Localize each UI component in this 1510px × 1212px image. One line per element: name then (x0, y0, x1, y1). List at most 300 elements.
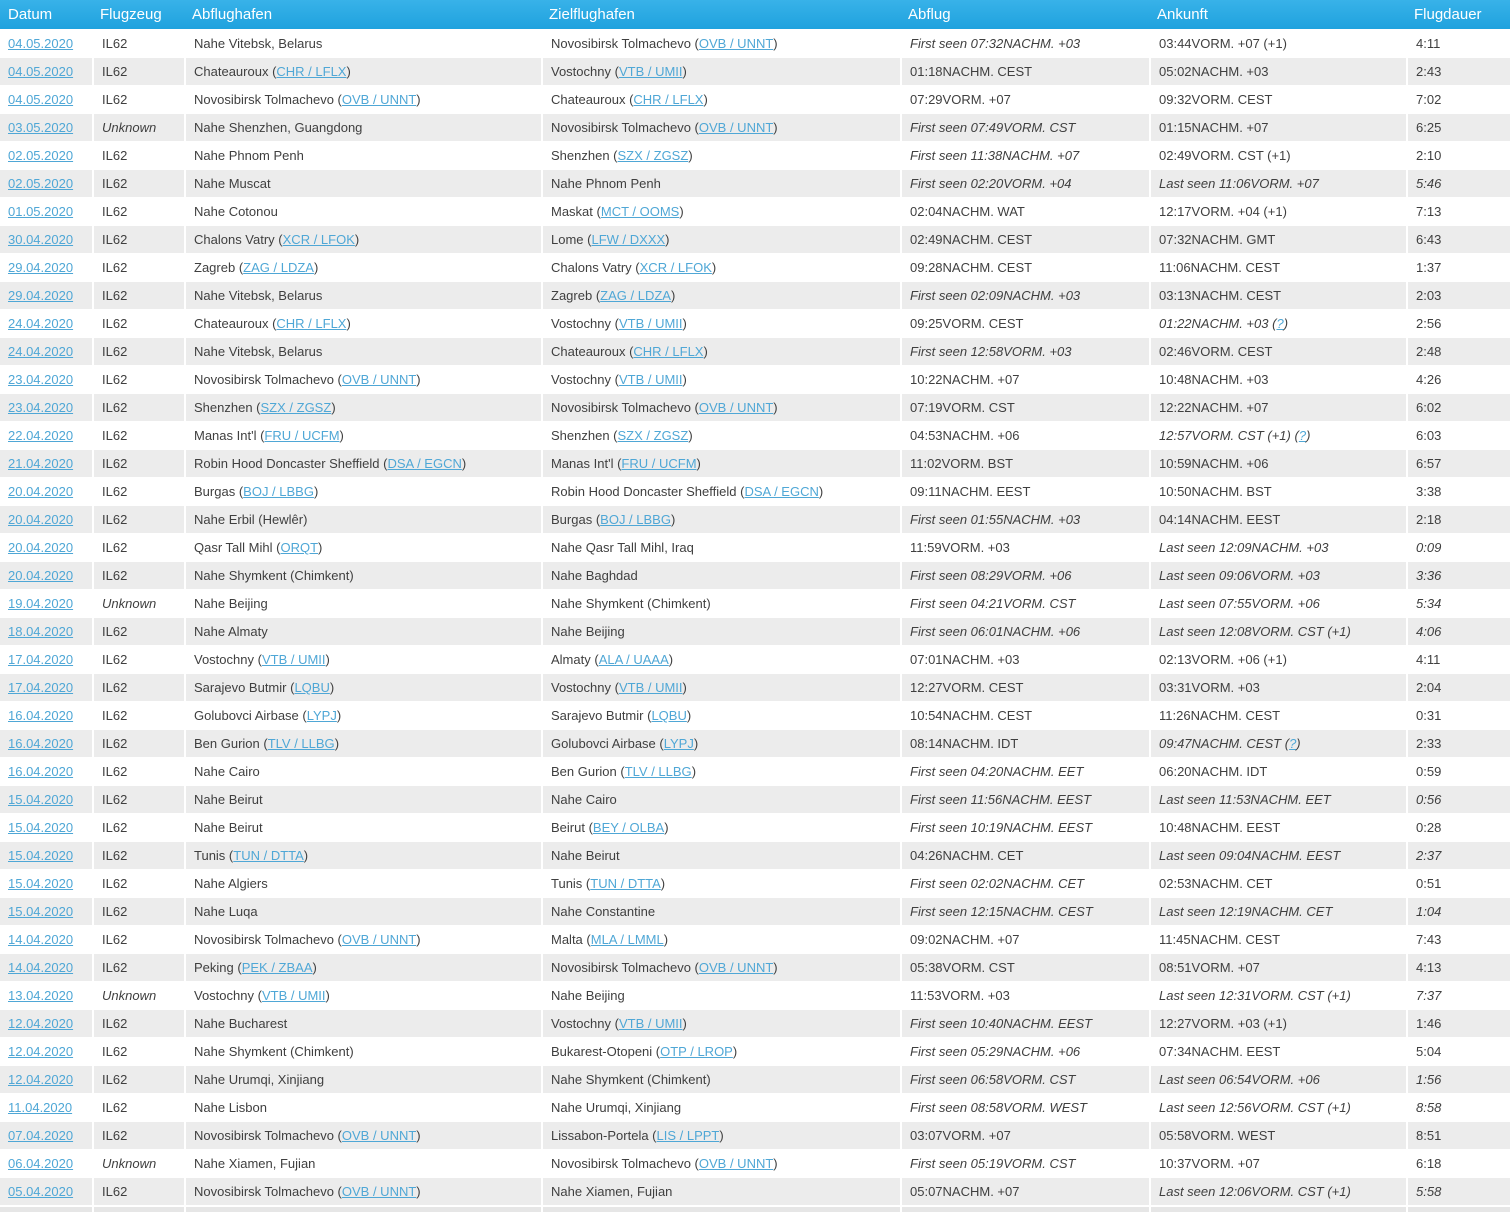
departure-airport: Nahe Erbil (Hewlêr) (194, 512, 308, 527)
airport-code-link[interactable]: PEK / ZBAA (241, 960, 313, 975)
table-row (0, 841, 1510, 869)
date-cell (0, 85, 92, 113)
flight-duration: 6:18 (1416, 1156, 1442, 1171)
flight-duration-cell (1406, 225, 1510, 253)
departure-time-cell (900, 645, 1149, 673)
flight-duration-cell (1406, 1009, 1510, 1037)
arrival-airport-cell: Golubovci Airbase (LYPJ) (541, 729, 900, 757)
departure-time-cell (900, 477, 1149, 505)
flight-duration-cell (1406, 337, 1510, 365)
arrival-airport-cell: Chalons Vatry (XCR / LFOK) (541, 253, 900, 281)
departure-time-cell (900, 393, 1149, 421)
departure-time-cell (900, 869, 1149, 897)
arrival-time-cell (1149, 925, 1406, 953)
departure-airport-cell: Qasr Tall Mihl (ORQT) (184, 533, 541, 561)
aircraft-type: IL62 (92, 253, 184, 281)
flight-duration: 6:02 (1416, 400, 1442, 415)
table-row (0, 897, 1510, 925)
estimate-question-link[interactable]: ? (1276, 316, 1284, 331)
departure-airport: Chateauroux (194, 316, 269, 331)
airport-code-link[interactable]: SZX / ZGSZ (617, 148, 689, 163)
aircraft-type: IL62 (92, 309, 184, 337)
flight-duration-cell (1406, 29, 1510, 57)
arrival-time: Last seen 12:31VORM. CST (+1) (1159, 988, 1351, 1003)
aircraft-type: IL62 (92, 57, 184, 85)
table-row (0, 141, 1510, 169)
date-cell (0, 1037, 92, 1065)
arrival-airport: Shenzhen (551, 148, 610, 163)
date-link[interactable]: 24.04.2020 (8, 316, 74, 331)
date-cell (0, 365, 92, 393)
aircraft-type: IL62 (92, 757, 184, 785)
date-cell (0, 113, 92, 141)
table-row (0, 561, 1510, 589)
date-link[interactable]: 04.05.2020 (8, 92, 74, 107)
departure-time: First seen 02:02NACHM. CET (910, 876, 1085, 891)
airport-code-link[interactable]: OVB / UNNT (698, 36, 774, 51)
date-link[interactable]: 03.05.2020 (8, 120, 74, 135)
airport-code-link[interactable]: OVB / UNNT (341, 372, 417, 387)
departure-airport: Nahe Beirut (194, 792, 263, 807)
departure-airport: Nahe Lisbon (194, 1100, 267, 1115)
flight-duration: 0:51 (1416, 876, 1442, 891)
date-link[interactable]: 15.04.2020 (8, 820, 74, 835)
table-row (0, 1121, 1510, 1149)
arrival-time-cell (1149, 1065, 1406, 1093)
arrival-airport-cell: Lome (LFW / DXXX) (541, 225, 900, 253)
arrival-time-cell (1149, 197, 1406, 225)
arrival-airport: Shenzhen (551, 428, 610, 443)
airport-code-link[interactable]: OVB / UNNT (341, 932, 417, 947)
airport-code-link[interactable]: VTB / UMII (618, 1016, 683, 1031)
date-link[interactable]: 04.05.2020 (8, 36, 74, 51)
departure-airport-cell (184, 869, 541, 897)
airport-code-link[interactable]: OVB / UNNT (698, 120, 774, 135)
date-cell (0, 729, 92, 757)
date-cell (0, 589, 92, 617)
departure-airport: Shenzhen (194, 400, 253, 415)
arrival-time: 02:46VORM. CEST (1159, 344, 1273, 359)
departure-time-cell (900, 1009, 1149, 1037)
date-link[interactable]: 15.04.2020 (8, 848, 74, 863)
flight-duration-cell (1406, 757, 1510, 785)
airport-code-link[interactable]: VTB / UMII (618, 64, 683, 79)
departure-airport: Nahe Beirut (194, 820, 263, 835)
date-link[interactable]: 29.04.2020 (8, 288, 74, 303)
arrival-airport-cell (541, 617, 900, 645)
flight-duration-cell (1406, 561, 1510, 589)
arrival-airport-cell: Novosibirsk Tolmachevo (OVB / UNNT) (541, 113, 900, 141)
flight-duration: 2:48 (1416, 344, 1442, 359)
airport-code-link[interactable]: ALA / UAAA (598, 652, 669, 667)
flight-duration: 7:37 (1416, 988, 1442, 1003)
departure-time-cell (900, 449, 1149, 477)
flight-duration: 4:13 (1416, 960, 1442, 975)
airport-code-link[interactable]: DSA / EGCN (744, 484, 819, 499)
airport-code-link[interactable]: FRU / UCFM (621, 456, 697, 471)
airport-code-link[interactable]: BOJ / LBBG (600, 512, 671, 527)
arrival-airport: Golubovci Airbase (551, 736, 656, 751)
airport-code-link[interactable]: SZX / ZGSZ (260, 400, 332, 415)
estimate-question-link[interactable]: ? (1298, 428, 1307, 443)
departure-airport: Nahe Shymkent (Chimkent) (194, 1044, 354, 1059)
arrival-time: Last seen 11:53NACHM. EET (1159, 792, 1331, 807)
arrival-airport-cell (541, 533, 900, 561)
table-row (0, 729, 1510, 757)
table-row (0, 981, 1510, 1009)
arrival-time: Last seen 07:55VORM. +06 (1159, 596, 1320, 611)
table-row (0, 757, 1510, 785)
departure-time-cell (900, 225, 1149, 253)
departure-airport: Ben Gurion (194, 736, 260, 751)
flight-duration: 4:26 (1416, 372, 1442, 387)
column-header-abflughafen: Abflughafen (184, 0, 541, 29)
date-cell (0, 253, 92, 281)
airport-code-link[interactable]: OVB / UNNT (698, 960, 774, 975)
departure-airport: Vostochny (194, 652, 254, 667)
aircraft-type: IL62 (92, 729, 184, 757)
flight-duration-cell (1406, 981, 1510, 1009)
departure-airport-cell: Novosibirsk Tolmachevo (OVB / UNNT) (184, 1177, 541, 1205)
arrival-airport-cell (541, 589, 900, 617)
date-link[interactable]: 20.04.2020 (8, 540, 74, 555)
aircraft-type: IL62 (92, 29, 184, 57)
date-link[interactable]: 16.04.2020 (8, 708, 74, 723)
airport-code-link[interactable]: OVB / UNNT (341, 92, 417, 107)
departure-time: 02:04NACHM. WAT (910, 204, 1025, 219)
arrival-time-cell (1149, 1037, 1406, 1065)
arrival-airport: Beirut (551, 820, 585, 835)
arrival-airport-cell: Shenzhen (SZX / ZGSZ) (541, 141, 900, 169)
airport-code-link[interactable]: OVB / UNNT (341, 1128, 417, 1143)
departure-time-cell (900, 421, 1149, 449)
departure-airport-cell (184, 169, 541, 197)
arrival-airport: Sarajevo Butmir (551, 708, 644, 723)
date-link[interactable]: 14.04.2020 (8, 960, 74, 975)
arrival-airport-cell: Burgas (BOJ / LBBG) (541, 505, 900, 533)
airport-code-link[interactable]: MCT / OOMS (600, 204, 680, 219)
arrival-time: 10:50NACHM. BST (1159, 484, 1272, 499)
airport-code-link[interactable]: VTB / UMII (618, 680, 683, 695)
flight-duration-cell (1406, 365, 1510, 393)
flight-duration-cell (1406, 253, 1510, 281)
estimate-question-link[interactable]: ? (1289, 736, 1297, 751)
flight-table-body (0, 29, 1510, 1205)
aircraft-type: IL62 (92, 673, 184, 701)
departure-airport: Qasr Tall Mihl (194, 540, 273, 555)
airport-code-link[interactable]: LQBU (294, 680, 330, 695)
airport-code-link[interactable]: BOJ / LBBG (243, 484, 314, 499)
date-link[interactable]: 29.04.2020 (8, 260, 74, 275)
airport-code-link[interactable]: FRU / UCFM (264, 428, 340, 443)
arrival-airport-cell: Tunis (TUN / DTTA) (541, 869, 900, 897)
arrival-time-cell (1149, 505, 1406, 533)
date-cell (0, 785, 92, 813)
departure-airport: Nahe Vitebsk, Belarus (194, 344, 323, 359)
date-link[interactable]: 16.04.2020 (8, 736, 74, 751)
arrival-time: 12:57VORM. CST (+1) (1159, 428, 1291, 443)
arrival-airport: Vostochny (551, 316, 611, 331)
date-link[interactable]: 17.04.2020 (8, 652, 74, 667)
flight-duration-cell (1406, 813, 1510, 841)
arrival-time-cell (1149, 281, 1406, 309)
airport-code-link[interactable]: TUN / DTTA (233, 848, 304, 863)
arrival-time-cell (1149, 645, 1406, 673)
arrival-airport: Nahe Urumqi, Xinjiang (551, 1100, 682, 1115)
departure-time: 11:02VORM. BST (910, 456, 1014, 471)
departure-time-cell (900, 1037, 1149, 1065)
departure-time-cell (900, 505, 1149, 533)
departure-time-cell (900, 197, 1149, 225)
arrival-time-cell (1149, 169, 1406, 197)
arrival-time-cell (1149, 1149, 1406, 1177)
airport-code-link[interactable]: LIS / LPPT (656, 1128, 720, 1143)
arrival-airport: Nahe Constantine (551, 904, 656, 919)
arrival-airport: Almaty (551, 652, 591, 667)
arrival-airport: Vostochny (551, 372, 611, 387)
arrival-airport: Ben Gurion (551, 764, 617, 779)
departure-time-cell (900, 169, 1149, 197)
airport-code-link[interactable]: XCR / LFOK (639, 260, 712, 275)
departure-time-cell (900, 1093, 1149, 1121)
arrival-airport-cell (541, 897, 900, 925)
date-link[interactable]: 21.04.2020 (8, 456, 74, 471)
departure-time: 11:59VORM. +03 (910, 540, 1010, 555)
airport-code-link[interactable]: OVB / UNNT (698, 1156, 774, 1171)
date-link[interactable]: 11.04.2020 (8, 1100, 73, 1115)
aircraft-type: IL62 (92, 1037, 184, 1065)
departure-time-cell (900, 785, 1149, 813)
airport-code-link[interactable]: ZAG / LDZA (243, 260, 314, 275)
column-header-ankunft: Ankunft (1149, 0, 1406, 29)
airport-code-link[interactable]: MLA / LMML (590, 932, 664, 947)
arrival-time: 04:14NACHM. EEST (1159, 512, 1281, 527)
departure-time: First seen 11:56NACHM. EEST (910, 792, 1092, 807)
airport-code-link[interactable]: VTB / UMII (261, 652, 326, 667)
table-row (0, 113, 1510, 141)
airport-code-link[interactable]: VTB / UMII (618, 372, 683, 387)
date-link[interactable]: 20.04.2020 (8, 512, 74, 527)
departure-airport: Novosibirsk Tolmachevo (194, 372, 334, 387)
arrival-airport: Chateauroux (551, 344, 626, 359)
column-header-datum: Datum (0, 0, 92, 29)
date-link[interactable]: 19.04.2020 (8, 596, 74, 611)
arrival-airport: Nahe Baghdad (551, 568, 638, 583)
flight-duration: 5:34 (1416, 596, 1442, 611)
aircraft-type: IL62 (92, 393, 184, 421)
arrival-airport-cell: Sarajevo Butmir (LQBU) (541, 701, 900, 729)
flight-duration: 1:46 (1416, 1016, 1442, 1031)
arrival-time: 01:22NACHM. +03 (1159, 316, 1269, 331)
arrival-time-cell (1149, 673, 1406, 701)
date-link[interactable]: 17.04.2020 (8, 680, 74, 695)
date-link[interactable]: 05.04.2020 (8, 1184, 74, 1199)
flight-duration: 1:56 (1416, 1072, 1442, 1087)
airport-code-link[interactable]: TUN / DTTA (590, 876, 661, 891)
airport-code-link[interactable]: SZX / ZGSZ (617, 428, 689, 443)
arrival-airport-cell (541, 841, 900, 869)
table-row (0, 477, 1510, 505)
arrival-time-cell (1149, 841, 1406, 869)
date-cell (0, 813, 92, 841)
date-link[interactable]: 15.04.2020 (8, 876, 74, 891)
airport-code-link[interactable]: TLV / LLBG (624, 764, 692, 779)
date-link[interactable]: 12.04.2020 (8, 1072, 74, 1087)
estimate-question-wrap: (?) (1272, 316, 1289, 331)
date-link[interactable]: 20.04.2020 (8, 484, 74, 499)
departure-airport: Nahe Almaty (194, 624, 268, 639)
arrival-airport-cell (541, 1177, 900, 1205)
airport-code-link[interactable]: LFW / DXXX (591, 232, 666, 247)
date-link[interactable]: 30.04.2020 (8, 232, 74, 247)
departure-airport: Nahe Shymkent (Chimkent) (194, 568, 354, 583)
date-link[interactable]: 23.04.2020 (8, 400, 74, 415)
aircraft-type: IL62 (92, 505, 184, 533)
flight-duration-cell (1406, 85, 1510, 113)
flight-duration-cell (1406, 645, 1510, 673)
arrival-time-cell (1149, 953, 1406, 981)
aircraft-type: IL62 (92, 1065, 184, 1093)
airport-code-link[interactable]: OVB / UNNT (341, 1184, 417, 1199)
airport-code-link[interactable]: VTB / UMII (261, 988, 326, 1003)
table-row (0, 505, 1510, 533)
aircraft-type: IL62 (92, 785, 184, 813)
airport-code-link[interactable]: CHR / LFLX (276, 316, 347, 331)
departure-time: 07:01NACHM. +03 (910, 652, 1020, 667)
date-link[interactable]: 12.04.2020 (8, 1016, 74, 1031)
departure-time: First seen 10:40NACHM. EEST (910, 1016, 1093, 1031)
departure-time-cell (900, 841, 1149, 869)
date-cell (0, 981, 92, 1009)
departure-time-cell (900, 589, 1149, 617)
arrival-airport-cell: Vostochny (VTB / UMII) (541, 1009, 900, 1037)
flight-duration: 2:37 (1416, 848, 1442, 863)
departure-time: 02:49NACHM. CEST (910, 232, 1033, 247)
departure-time-cell (900, 1149, 1149, 1177)
departure-airport-cell (184, 1065, 541, 1093)
airport-code-link[interactable]: OVB / UNNT (698, 400, 774, 415)
departure-time: 07:29VORM. +07 (910, 92, 1011, 107)
airport-code-link[interactable]: DSA / EGCN (387, 456, 462, 471)
arrival-time: 11:06NACHM. CEST (1159, 260, 1281, 275)
date-link[interactable]: 23.04.2020 (8, 372, 74, 387)
departure-time: First seen 04:20NACHM. EET (910, 764, 1084, 779)
date-link[interactable]: 15.04.2020 (8, 792, 74, 807)
airport-code-link[interactable]: LQBU (651, 708, 687, 723)
table-row (0, 225, 1510, 253)
arrival-time-cell (1149, 813, 1406, 841)
table-row (0, 281, 1510, 309)
departure-time: 04:53NACHM. +06 (910, 428, 1020, 443)
departure-airport-cell: Burgas (BOJ / LBBG) (184, 477, 541, 505)
airport-code-link[interactable]: LYPJ (663, 736, 694, 751)
arrival-airport: Nahe Shymkent (Chimkent) (551, 596, 711, 611)
departure-airport-cell (184, 505, 541, 533)
departure-time: First seen 08:29VORM. +06 (910, 568, 1072, 583)
date-link[interactable]: 01.05.2020 (8, 204, 74, 219)
airport-code-link[interactable]: LYPJ (306, 708, 337, 723)
flight-duration-cell (1406, 421, 1510, 449)
date-link[interactable]: 02.05.2020 (8, 148, 74, 163)
departure-airport-cell: Chateauroux (CHR / LFLX) (184, 57, 541, 85)
arrival-airport: Novosibirsk Tolmachevo (551, 960, 691, 975)
departure-airport-cell: Tunis (TUN / DTTA) (184, 841, 541, 869)
flight-duration-cell (1406, 729, 1510, 757)
date-link[interactable]: 20.04.2020 (8, 568, 74, 583)
date-link[interactable]: 16.04.2020 (8, 764, 74, 779)
table-row (0, 85, 1510, 113)
arrival-airport-cell (541, 1065, 900, 1093)
estimate-question-wrap: (?) (1294, 428, 1311, 443)
date-link[interactable]: 13.04.2020 (8, 988, 74, 1003)
airport-code-link[interactable]: TLV / LLBG (267, 736, 335, 751)
table-header (0, 0, 1510, 29)
table-row (0, 1009, 1510, 1037)
date-link[interactable]: 22.04.2020 (8, 428, 74, 443)
table-row (0, 197, 1510, 225)
airport-code-link[interactable]: CHR / LFLX (276, 64, 347, 79)
date-link[interactable]: 18.04.2020 (8, 624, 74, 639)
arrival-airport-cell: Manas Int'l (FRU / UCFM) (541, 449, 900, 477)
arrival-airport: Maskat (551, 204, 593, 219)
table-row (0, 1093, 1510, 1121)
departure-airport-cell (184, 113, 541, 141)
airport-code-link[interactable]: XCR / LFOK (282, 232, 355, 247)
airport-code-link[interactable]: CHR / LFLX (633, 344, 704, 359)
airport-code-link[interactable]: BEY / OLBA (592, 820, 665, 835)
aircraft-type: IL62 (92, 281, 184, 309)
flight-duration: 8:51 (1416, 1128, 1442, 1143)
departure-time: 12:27VORM. CEST (910, 680, 1024, 695)
departure-airport: Novosibirsk Tolmachevo (194, 1128, 334, 1143)
date-cell (0, 1093, 92, 1121)
aircraft-type: IL62 (92, 421, 184, 449)
aircraft-type: IL62 (92, 85, 184, 113)
airport-code-link[interactable]: ZAG / LDZA (600, 288, 671, 303)
arrival-time-cell (1149, 421, 1406, 449)
airport-code-link[interactable]: CHR / LFLX (633, 92, 704, 107)
arrival-airport: Manas Int'l (551, 456, 614, 471)
date-cell (0, 1149, 92, 1177)
date-link[interactable]: 04.05.2020 (8, 64, 74, 79)
departure-airport-cell (184, 561, 541, 589)
departure-time-cell (900, 701, 1149, 729)
departure-time: First seen 07:49VORM. CST (910, 120, 1076, 135)
arrival-time: Last seen 12:06VORM. CST (+1) (1159, 1184, 1351, 1199)
arrival-airport: Nahe Shymkent (Chimkent) (551, 1072, 711, 1087)
airport-code-link[interactable]: OTP / LROP (660, 1044, 733, 1059)
date-link[interactable]: 06.04.2020 (8, 1156, 74, 1171)
departure-time-cell (900, 981, 1149, 1009)
airport-code-link[interactable]: VTB / UMII (618, 316, 683, 331)
arrival-airport-cell: Novosibirsk Tolmachevo (OVB / UNNT) (541, 1149, 900, 1177)
arrival-airport-cell (541, 785, 900, 813)
date-link[interactable]: 14.04.2020 (8, 932, 74, 947)
date-link[interactable]: 24.04.2020 (8, 344, 74, 359)
flight-duration: 7:43 (1416, 932, 1442, 947)
arrival-airport-cell (541, 981, 900, 1009)
date-cell (0, 1065, 92, 1093)
date-link[interactable]: 12.04.2020 (8, 1044, 74, 1059)
departure-airport-cell (184, 813, 541, 841)
flight-duration: 0:09 (1416, 540, 1442, 555)
column-header-flugdauer: Flugdauer (1406, 0, 1510, 29)
date-link[interactable]: 02.05.2020 (8, 176, 74, 191)
airport-code-link[interactable]: ORQT (280, 540, 319, 555)
date-link[interactable]: 07.04.2020 (8, 1128, 74, 1143)
date-link[interactable]: 15.04.2020 (8, 904, 74, 919)
arrival-airport: Robin Hood Doncaster Sheffield (551, 484, 737, 499)
